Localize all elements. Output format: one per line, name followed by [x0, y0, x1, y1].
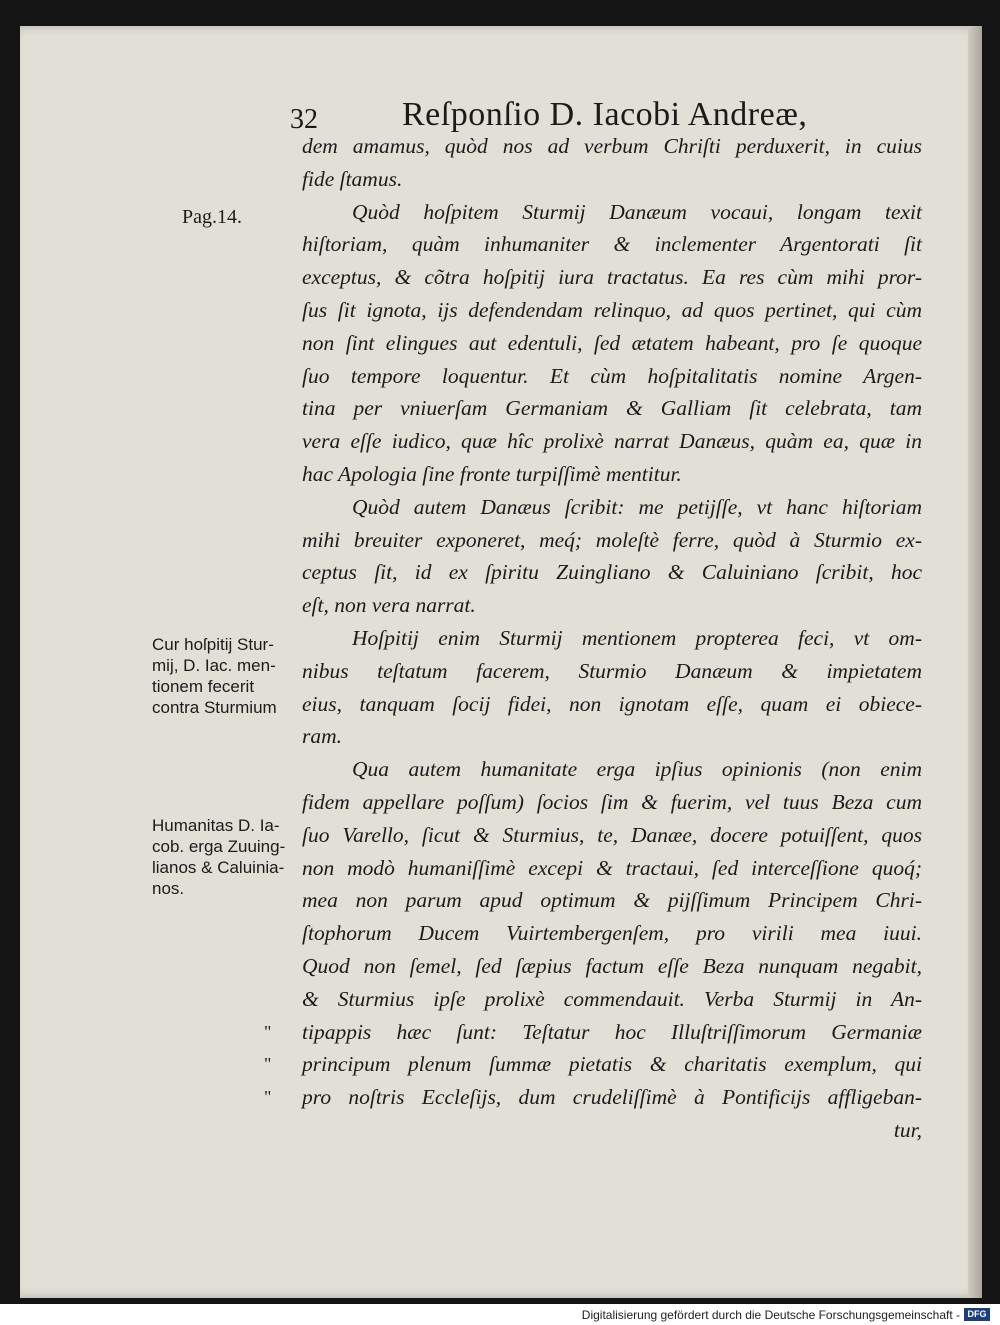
margin-note-humanitas: [152, 815, 285, 899]
margin-note-page-ref: [182, 207, 242, 228]
text-line: Quòd autem Danæus ſcribit: me petijſſe, vt hanc hiſtoriam: [352, 494, 922, 519]
margin-note-line: Humanitas D. Ia-: [152, 816, 280, 835]
text-line: tina per vniuerſam Germaniam & Galliam ſit celebrata, tam: [302, 396, 922, 421]
catchword: tur,: [893, 1117, 922, 1142]
text-line: tipappis hæc ſunt: Teſtatur hoc Illuſtriſſimorum Germaniæ: [302, 1019, 922, 1044]
footer-bar: [0, 1304, 1000, 1325]
text-line: ſus ſit ignota, ijs defendendam relinquo, ad quos pertinet, qui cùm: [302, 297, 922, 322]
quote-mark: ": [264, 1087, 272, 1108]
page-edge: [968, 26, 982, 1298]
text-line: fidem appellare poſſum) ſocios ſim & fuerim, vel tuus Beza cum: [302, 789, 922, 814]
quoted-line: [264, 1048, 922, 1081]
text-line: hiſtoriam, quàm inhumaniter & inclementer Argentorati ſit: [302, 232, 922, 257]
text-line: principum plenum ſummæ pietatis & charitatis exemplum, qui: [302, 1052, 922, 1077]
body-text: [264, 130, 922, 1147]
text-line: ceptus ſit, id ex ſpiritu Zuingliano & Caluiniano ſcribit, hoc: [302, 560, 922, 585]
margin-note-line: cob. erga Zuuing-: [152, 837, 286, 856]
dfg-logo: DFG: [964, 1308, 990, 1321]
margin-note-line: nos.: [152, 879, 185, 898]
text-line: non ſint elingues aut edentuli, ſed ætatem habeant, pro ſe quoque: [302, 330, 922, 355]
text-line: vera eſſe iudico, quæ hîc prolixè narrat Danæus, quàm ea, quæ in: [302, 429, 922, 454]
text-line: & Sturmius ipſe prolixè commendauit. Verba Sturmij in An-: [302, 986, 922, 1011]
text-line: Quòd hoſpitem Sturmij Danæum vocaui, longam texit: [352, 199, 922, 224]
quoted-line: [264, 1081, 922, 1114]
text-line: ram.: [302, 724, 343, 749]
margin-note-line: lianos & Caluinia-: [152, 858, 285, 877]
quote-mark: ": [264, 1054, 272, 1075]
margin-note-cur-hospitij: [152, 634, 277, 718]
running-head: Reſponſio D. Iacobi Andreæ,: [402, 96, 808, 133]
text-line: eſt, non vera narrat.: [302, 593, 476, 618]
margin-note-line: contra Sturmium: [152, 698, 277, 717]
margin-note-line: mij, D. Iac. men-: [152, 656, 276, 675]
text-line: ſtophorum Ducem Vuirtembergenſem, pro virili mea iuui.: [302, 921, 922, 946]
digitization-credit: Digitalisierung gefördert durch die Deutsche Forschungsgemeinschaft -: [581, 1308, 960, 1322]
text-line: exceptus, & cõtra hoſpitij iura tractatus. Ea res cùm mihi pror-: [302, 265, 922, 290]
text-line: fide ſtamus.: [302, 166, 403, 191]
margin-note-line: Cur hoſpitij Stur-: [152, 635, 274, 654]
text-line: Quod non ſemel, ſed ſæpius factum eſſe Beza nunquam negabit,: [302, 953, 922, 978]
text-line: non modò humaniſſimè excepi & tractaui, ſed interceſſione quoq́;: [302, 855, 922, 880]
text-line: dem amamus, quòd nos ad verbum Chriſti perduxerit, in cuius: [302, 134, 922, 158]
text-line: nibus teſtatum facerem, Sturmio Danæum & impietatem: [302, 658, 922, 683]
page-number: 32: [290, 104, 318, 135]
text-line: mea non parum apud optimum & pijſſimum Principem Chri-: [302, 888, 922, 913]
text-line: pro noſtris Eccleſijs, dum crudeliſſimè à Pontificijs affligeban-: [302, 1085, 922, 1110]
text-line: mihi breuiter exponeret, meq́; moleſtè ferre, quòd à Sturmio ex-: [302, 527, 922, 552]
margin-note-line: Pag.14.: [182, 206, 242, 228]
text-line: ſuo Varello, ſicut & Sturmius, te, Danæe, docere potuiſſent, quos: [302, 822, 922, 847]
margin-note-line: tionem fecerit: [152, 677, 255, 696]
quoted-line: [264, 1016, 922, 1049]
quote-mark: ": [264, 1021, 272, 1042]
text-line: Hoſpitij enim Sturmij mentionem propterea feci, vt om-: [352, 625, 922, 650]
text-line: hac Apologia ſine fronte turpiſſimè mentitur.: [302, 461, 682, 486]
text-line: Qua autem humanitate erga ipſius opinionis (non enim: [352, 757, 922, 782]
text-line: ſuo tempore loquentur. Et cùm hoſpitalitatis nomine Argen-: [302, 363, 922, 388]
text-line: eius, tanquam ſocij fidei, non ignotam eſſe, quam ei obiece-: [302, 691, 922, 716]
